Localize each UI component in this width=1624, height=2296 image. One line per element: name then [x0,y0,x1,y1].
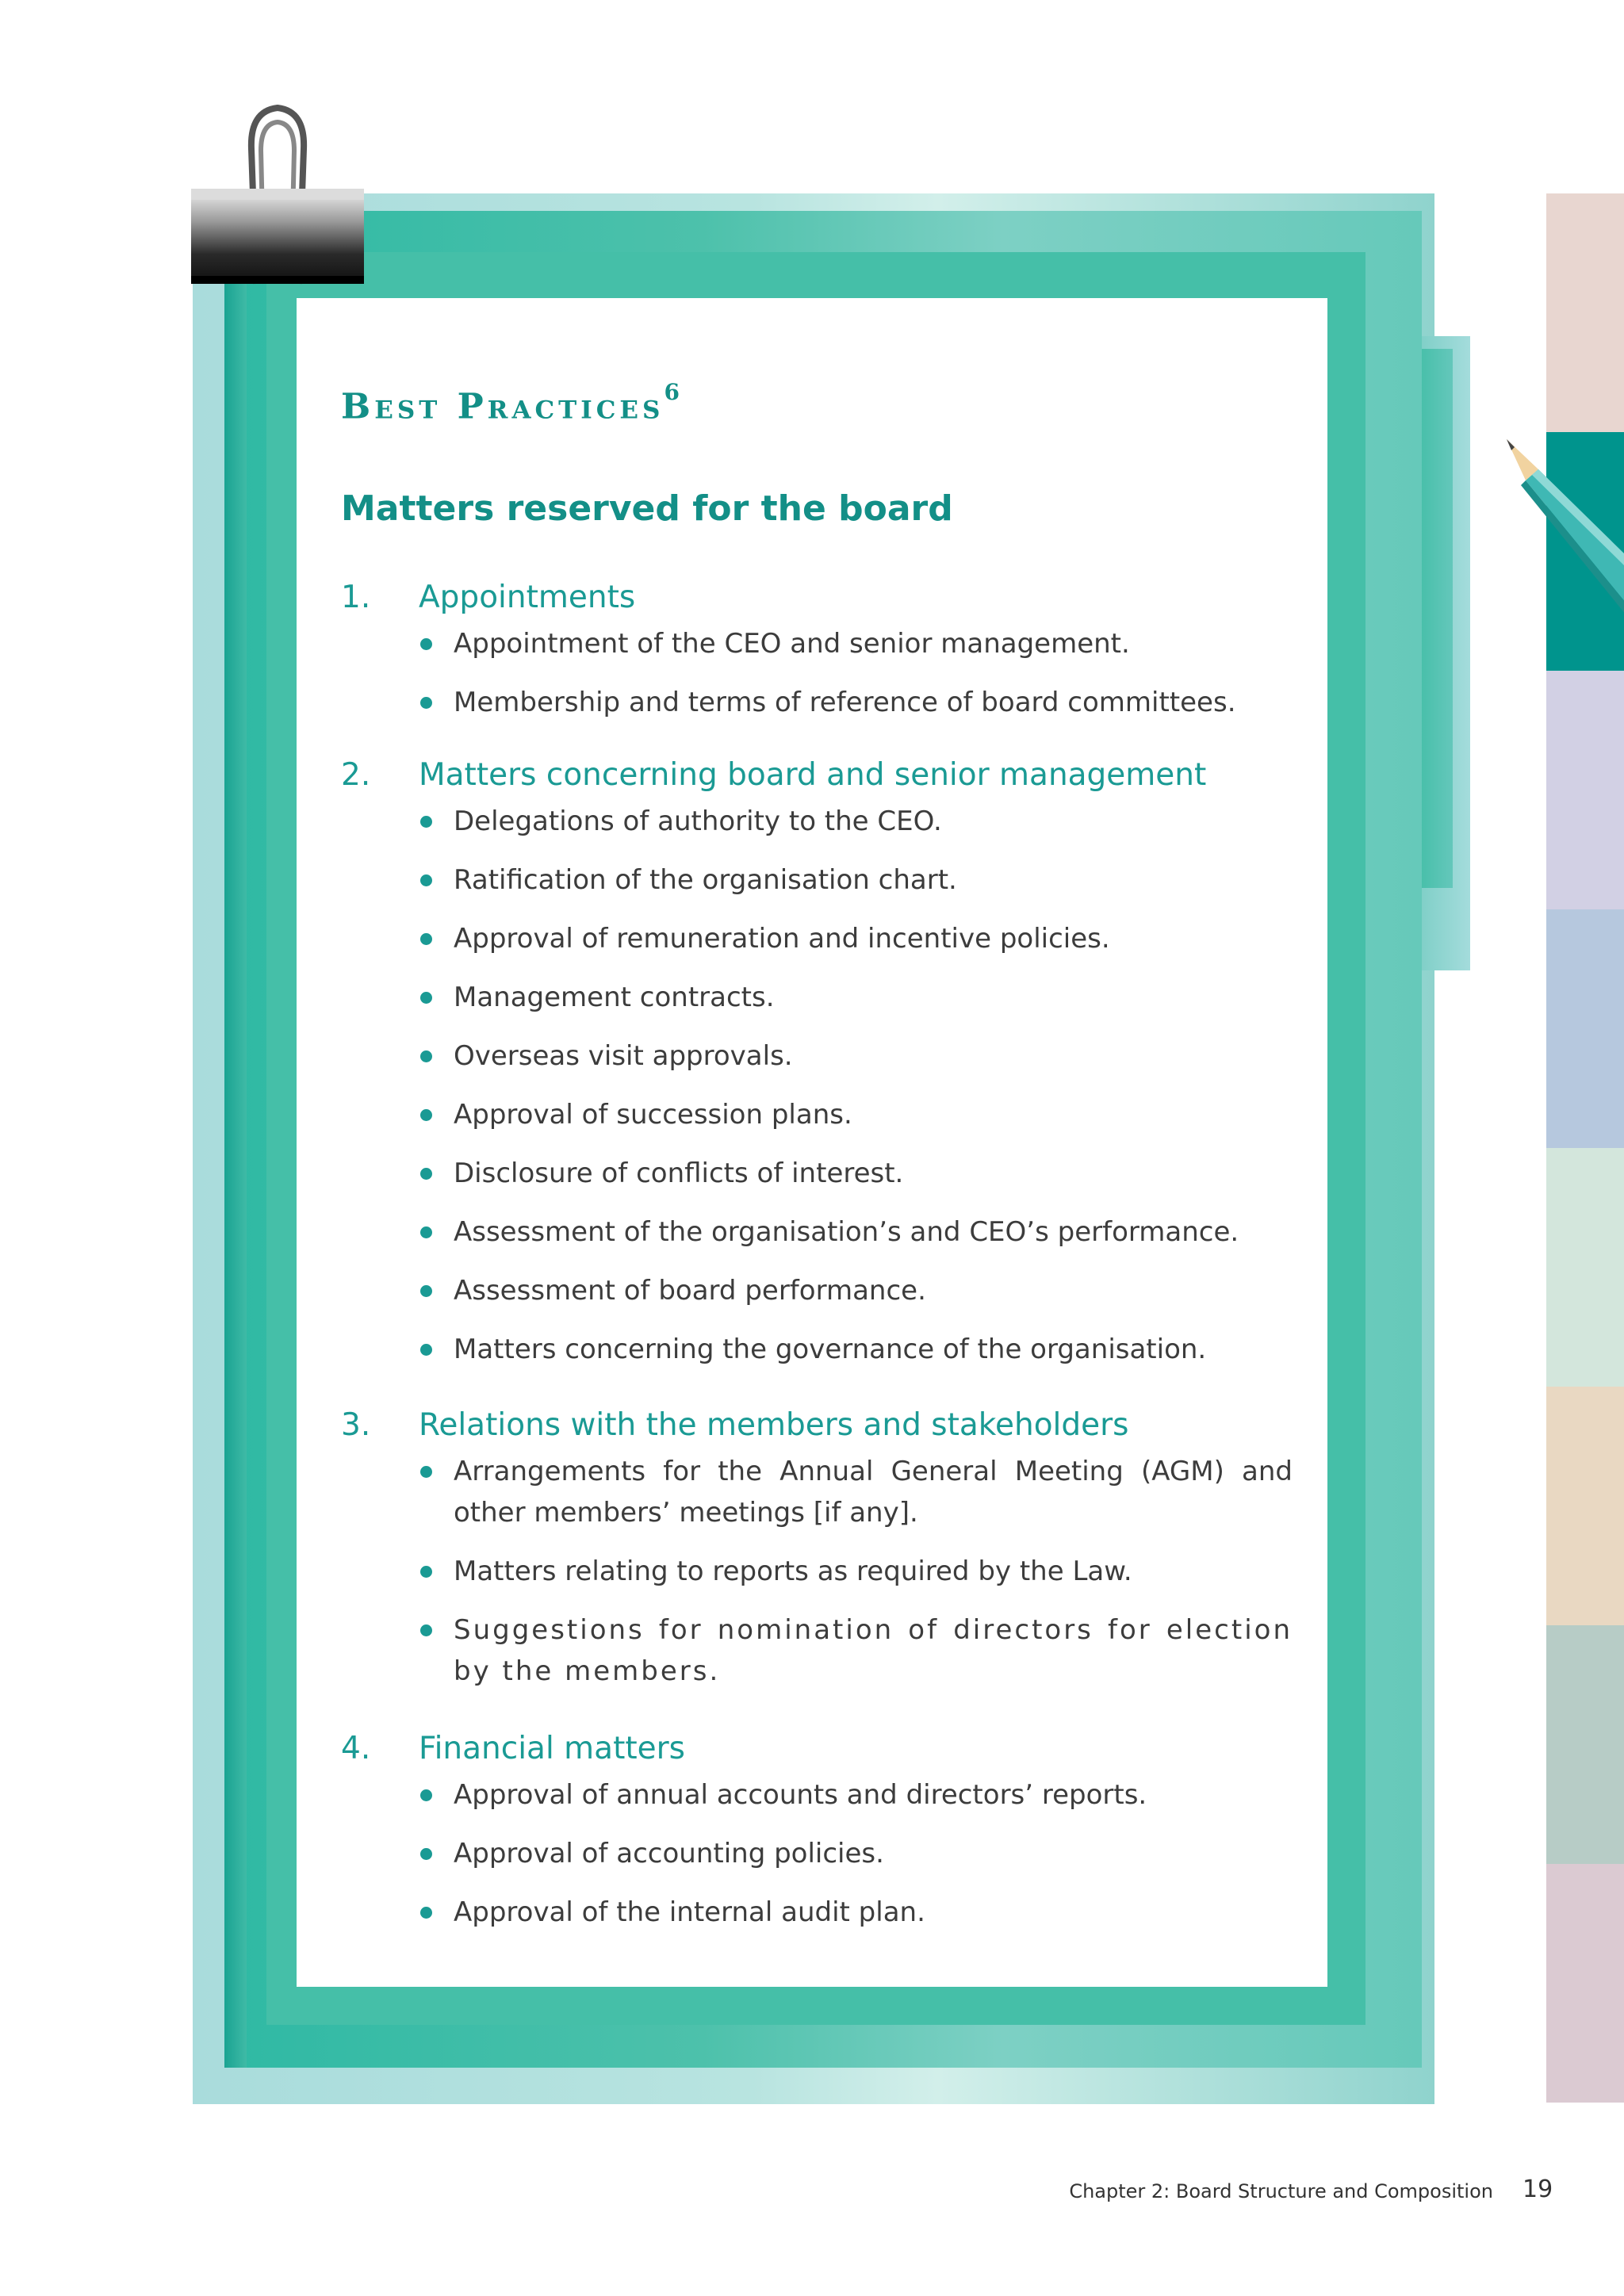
footnote-marker: 6 [664,379,680,405]
bullet-list [419,623,1293,723]
list-item: Approval of the internal audit plan. [419,1892,1293,1933]
list-item: Delegations of authority to the CEO. [419,801,1293,842]
section-title-text: Relations with the members and stakeholders [419,1407,1129,1443]
section-number: 3. [341,1407,371,1443]
list-item: Suggestions for nomination of directors for election by the members. [419,1609,1293,1692]
folder-edge [224,211,247,2068]
bullet-list [419,1774,1293,1933]
chapter-tab [1546,1387,1624,1625]
list-item: Approval of succession plans. [419,1094,1293,1135]
chapter-tab [1546,909,1624,1148]
list-item: Assessment of board performance. [419,1270,1293,1311]
list-item: Approval of annual accounts and directors’ reports. [419,1774,1293,1816]
chapter-tab [1546,193,1624,432]
bullet-list [419,801,1293,1370]
folder-tab-inner [1419,349,1453,888]
list-item: Matters concerning the governance of the organisation. [419,1329,1293,1370]
list-item: Overseas visit approvals. [419,1035,1293,1077]
list-item: Approval of remuneration and incentive policies. [419,918,1293,959]
section-title [341,1727,1293,1771]
section-number: 4. [341,1731,371,1766]
list-item: Arrangements for the Annual General Meeting (AGM) and other members’ meetings [if any]. [419,1451,1293,1533]
chapter-tab [1546,1148,1624,1387]
section-number: 2. [341,757,371,793]
section-appointments [341,576,1293,740]
section-title [341,1403,1293,1448]
list-item: Appointment of the CEO and senior management. [419,623,1293,664]
chapter-tab [1546,1625,1624,1864]
list-item: Assessment of the organisation’s and CEO’s performance. [419,1211,1293,1253]
binder-clip-icon [186,101,369,292]
section-financial-matters [341,1727,1293,1950]
section-title [341,753,1293,798]
section-kicker [341,379,680,427]
list-item: Management contracts. [419,977,1293,1018]
page-heading: Matters reserved for the board [341,488,953,529]
bullet-list [419,1451,1293,1692]
page-number: 19 [1522,2175,1553,2203]
kicker-text: Best Practices [341,386,665,427]
pencil-icon [1491,428,1624,618]
running-footer: Chapter 2: Board Structure and Composition [1069,2180,1493,2202]
section-title-text: Appointments [419,580,636,615]
list-item: Ratification of the organisation chart. [419,859,1293,901]
list-item: Matters relating to reports as required by the Law. [419,1551,1293,1592]
chapter-tab [1546,1864,1624,2103]
section-board-management [341,753,1293,1387]
list-item: Approval of accounting policies. [419,1833,1293,1874]
section-title [341,576,1293,620]
chapter-tab [1546,671,1624,909]
list-item: Disclosure of conflicts of interest. [419,1153,1293,1194]
section-members-relations [341,1403,1293,1709]
section-title-text: Financial matters [419,1731,685,1766]
list-item: Membership and terms of reference of board committees. [419,682,1293,723]
section-number: 1. [341,580,371,615]
section-title-text: Matters concerning board and senior management [419,757,1207,793]
